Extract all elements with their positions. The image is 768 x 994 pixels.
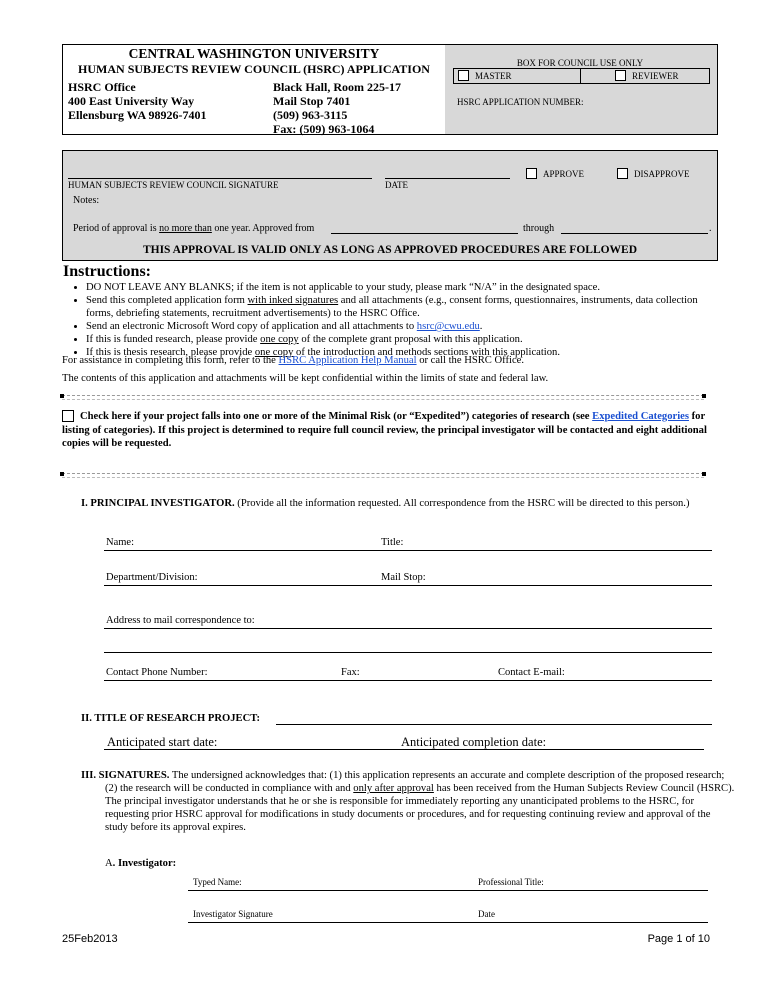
instruction-text: . [479, 321, 483, 332]
notes-label: Notes: [73, 195, 100, 206]
professional-title-label: Professional Title: [478, 877, 544, 887]
instruction-text: If this is thesis research, please provide [86, 347, 255, 358]
address-field-2[interactable] [104, 640, 712, 653]
contact-line: Mail Stop 7401 [273, 94, 351, 108]
assist-text: or call the HSRC Office. [416, 355, 525, 366]
instruction-emphasis: with inked signatures [247, 295, 339, 306]
instruction-text: Send this completed application form [86, 295, 248, 306]
approval-valid-notice: THIS APPROVAL IS VALID ONLY AS LONG AS APPROVED PROCEDURES ARE FOLLOWED [142, 244, 638, 256]
page-of: of [682, 933, 698, 945]
research-title-field[interactable] [276, 712, 712, 725]
instruction-text: and all attachments (e.g., consent forms, questionnaires, instruments, data collection forms, debriefing statements, recruitment advertisements) to the HSRC Office. [86, 295, 698, 319]
reviewer-checkbox-icon[interactable] [615, 70, 626, 81]
start-date-label: Anticipated start date: [107, 735, 218, 749]
help-manual-link[interactable]: HSRC Application Help Manual [278, 355, 417, 366]
master-option[interactable] [458, 71, 512, 82]
disapprove-option[interactable] [617, 169, 690, 180]
master-label: MASTER [475, 71, 512, 81]
disapprove-checkbox-icon[interactable] [617, 168, 628, 179]
approved-through-line[interactable] [561, 222, 708, 234]
council-signature-label: HUMAN SUBJECTS REVIEW COUNCIL SIGNATURE [68, 180, 279, 190]
fax-label: Fax: [341, 667, 360, 678]
expedited-categories-link[interactable]: Expedited Categories [592, 411, 689, 422]
section2-heading: II. TITLE OF RESEARCH PROJECT: [81, 713, 261, 724]
section3-emphasis: only after approval [353, 783, 434, 794]
separator [62, 473, 704, 478]
contact-line: Fax: (509) 963-1064 [273, 122, 375, 136]
phone-label: Contact Phone Number: [106, 667, 208, 678]
expedited-checkbox-icon[interactable] [62, 410, 74, 422]
instruction-text: of the complete grant proposal with this application. [298, 334, 523, 345]
council-signature-line[interactable] [68, 166, 372, 179]
footer-date-code: 25Feb2013 [62, 933, 118, 945]
office-line: HSRC Office [68, 80, 136, 94]
section3-intro [81, 769, 735, 834]
approve-option[interactable] [526, 169, 584, 180]
department-label: Department/Division: [106, 572, 198, 583]
section3-heading: III. SIGNATURES. [81, 770, 170, 781]
instructions-list [62, 281, 712, 359]
reviewer-option[interactable] [615, 71, 679, 82]
instruction-item [86, 294, 712, 320]
typed-name-label: Typed Name: [193, 877, 242, 887]
name-field[interactable] [104, 536, 712, 551]
master-checkbox-icon[interactable] [458, 70, 469, 81]
expedited-section [62, 410, 712, 451]
address-label: Address to mail correspondence to: [106, 615, 255, 626]
through-label: through [523, 223, 555, 234]
approve-checkbox-icon[interactable] [526, 168, 537, 179]
page-number [626, 933, 710, 945]
completion-date-label: Anticipated completion date: [401, 735, 547, 749]
period-end-dot: . [709, 223, 712, 234]
sub-title: . Investigator: [112, 858, 177, 869]
investigator-signature-label: Investigator Signature [193, 909, 273, 919]
page-label: Page [647, 933, 677, 945]
section3-text: The undersigned acknowledges that: (1) this application represents an accurate and complete description of the proposed research; (2) the research will be conducted in compliance with and [105, 770, 725, 794]
title-label: Title: [381, 537, 404, 548]
period-limit: no more than [159, 223, 212, 234]
council-box-divider [580, 68, 581, 84]
council-box-title: BOX FOR COUNCIL USE ONLY [516, 58, 644, 68]
approval-date-line[interactable] [385, 166, 510, 179]
disapprove-label: DISAPPROVE [634, 169, 690, 179]
instruction-emphasis: one copy [260, 334, 299, 345]
period-text: Period of approval is [73, 223, 160, 234]
section1-intro [81, 497, 735, 510]
university-title: CENTRAL WASHINGTON UNIVERSITY [128, 46, 380, 61]
instruction-text: If this is funded research, please provide [86, 334, 261, 345]
instruction-emphasis: one copy [254, 347, 294, 358]
investigator-subheading [105, 858, 176, 869]
instructions-heading: Instructions: [63, 263, 152, 280]
section1-desc: (Provide all the information requested. All correspondence from the HSRC will be directed to this person.) [234, 498, 690, 509]
approved-from-line[interactable] [331, 222, 518, 234]
council-title: HUMAN SUBJECTS REVIEW COUNCIL (HSRC) APPLICATION [78, 62, 430, 76]
page-current: 1 [676, 933, 683, 945]
separator [62, 395, 704, 400]
typed-name-field[interactable] [188, 876, 708, 891]
period-text: one year. Approved from [211, 223, 315, 234]
signature-date-label: Date [478, 909, 495, 919]
sub-letter: A [105, 858, 113, 869]
reviewer-label: REVIEWER [632, 71, 679, 81]
confidential-text: The contents of this application and attachments will be kept confidential within the limits of state and federal law. [62, 373, 549, 384]
assist-text: For assistance in completing this form, refer to the [62, 355, 279, 366]
instruction-item [86, 320, 712, 333]
email-label: Contact E-mail: [498, 667, 565, 678]
mail-stop-label: Mail Stop: [381, 572, 426, 583]
name-label: Name: [106, 537, 134, 548]
section3-text: has been received from the Human Subjects Review Council (HSRC). The principal investigator understands that he or she is responsible for immediately reporting any unanticipated problems to the HSRC, for requesting prior HSRC approval for modifications in study documents or procedures, and for requesting continuing review and approval of the study before its approval expires. [105, 783, 735, 833]
approve-label: APPROVE [543, 169, 585, 179]
approval-date-label: DATE [385, 180, 408, 190]
instruction-text: Send an electronic Microsoft Word copy of application and all attachments to [86, 321, 417, 332]
approval-period [73, 223, 314, 234]
instruction-item: • DO NOT LEAVE ANY BLANKS; if the item is not applicable to your study, please mark “N/A” in the designated space. [86, 281, 712, 294]
contact-line: Black Hall, Room 225-17 [273, 80, 401, 94]
hsrc-email-link[interactable]: hsrc@cwu.edu [416, 321, 480, 332]
office-address [68, 80, 206, 122]
app-number-label: HSRC APPLICATION NUMBER: [457, 97, 584, 107]
page-total: 10 [697, 933, 710, 945]
office-line: Ellensburg WA 98926-7401 [68, 108, 207, 122]
instruction-text: of the introduction and methods sections with this application. [293, 347, 560, 358]
instruction-item [86, 333, 712, 346]
office-contact [273, 80, 401, 136]
assistance-text [62, 355, 524, 366]
contact-line: (509) 963-3115 [273, 108, 348, 122]
expedited-text: for listing of categories). If this project is determined to require full council review, the principal investigator will be contacted and eight additional copies will be requested. [62, 411, 707, 449]
office-line: 400 East University Way [68, 94, 195, 108]
section1-heading: I. PRINCIPAL INVESTIGATOR. [81, 498, 235, 509]
expedited-text: Check here if your project falls into one or more of the Minimal Risk (or “Expedited”) categories of research (see [80, 411, 593, 422]
